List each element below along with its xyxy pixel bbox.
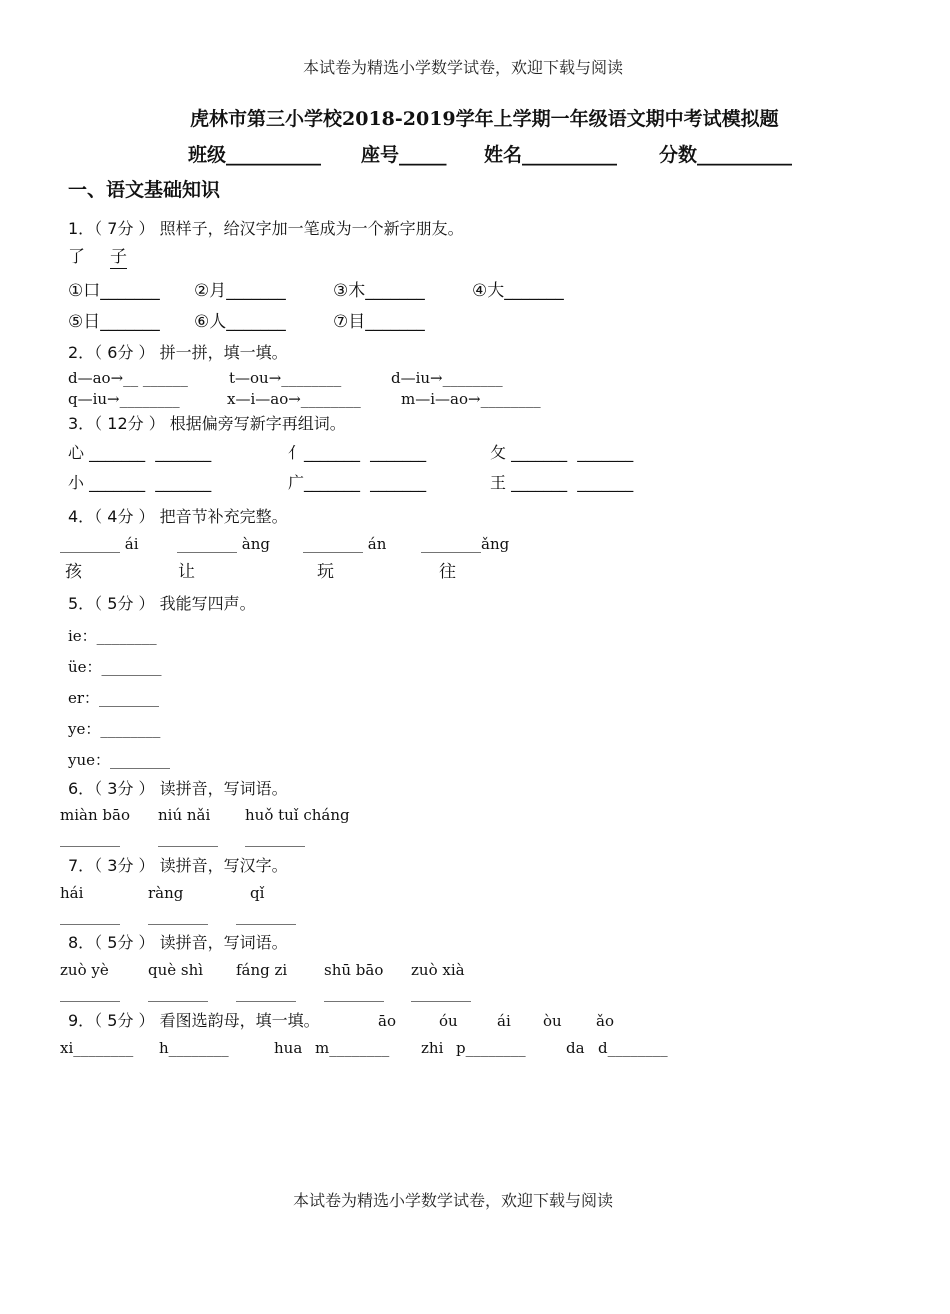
question-3-heading: 3．（ 12分 ） 根据偏旁写新字再组词。 bbox=[68, 414, 346, 433]
q5-line: ye：________ bbox=[68, 720, 161, 738]
q4-pinyin: ________ án bbox=[303, 535, 387, 553]
section-heading: 一、语文基础知识 bbox=[68, 179, 221, 201]
q6-blank: ________ bbox=[158, 829, 218, 847]
question-7-heading: 7．（ 3分 ） 读拼音，写汉字。 bbox=[68, 856, 288, 875]
q4-char: 往 bbox=[439, 562, 456, 582]
q1-item: ⑦目_______ bbox=[333, 312, 425, 332]
page-title: 虎林市第三小学校2018-2019学年上学期一年级语文期中考试模拟题 bbox=[190, 108, 779, 130]
q6-pinyin: miàn bāo bbox=[60, 806, 130, 824]
q4-char: 孩 bbox=[65, 562, 82, 582]
q9-option: ái bbox=[497, 1012, 511, 1030]
q8-blank: ________ bbox=[411, 984, 471, 1002]
q9-item: zhi bbox=[421, 1039, 444, 1057]
q3-item: 攵 _______ _______ bbox=[490, 443, 634, 462]
question-1-heading: 1．（ 7分 ） 照样子，给汉字加一笔成为一个新字朋友。 bbox=[68, 219, 464, 238]
q7-blank: ________ bbox=[148, 907, 208, 925]
q8-pinyin: zuò xià bbox=[411, 961, 465, 979]
q6-blank: ________ bbox=[60, 829, 120, 847]
q9-item: p________ bbox=[456, 1039, 526, 1057]
question-9-heading: 9．（ 5分 ） 看图选韵母，填一填。 bbox=[68, 1011, 320, 1030]
q2-item: x—i—ao→________ bbox=[227, 390, 361, 408]
q9-item: xi________ bbox=[60, 1039, 134, 1057]
q9-item: hua bbox=[274, 1039, 303, 1057]
score-field: 分数__________ bbox=[659, 144, 793, 166]
q9-option: ǎo bbox=[596, 1012, 614, 1030]
q7-blank: ________ bbox=[60, 907, 120, 925]
q7-pinyin: qǐ bbox=[250, 884, 265, 902]
q2-item: d—iu→________ bbox=[391, 369, 503, 387]
q4-char: 玩 bbox=[317, 562, 334, 582]
q1-item: ④大_______ bbox=[472, 281, 564, 301]
q8-blank: ________ bbox=[60, 984, 120, 1002]
q1-item: ③木_______ bbox=[333, 281, 425, 301]
q2-item: t—ou→________ bbox=[229, 369, 342, 387]
q9-item: d________ bbox=[598, 1039, 668, 1057]
seat-field: 座号_____ bbox=[361, 144, 447, 166]
q7-pinyin: ràng bbox=[148, 884, 184, 902]
name-field: 姓名__________ bbox=[484, 144, 618, 166]
q5-line: üe：________ bbox=[68, 658, 162, 676]
q8-blank: ________ bbox=[236, 984, 296, 1002]
q1-item: ⑥人_______ bbox=[194, 312, 286, 332]
question-5-heading: 5．（ 5分 ） 我能写四声。 bbox=[68, 594, 256, 613]
q8-pinyin: fáng zi bbox=[236, 961, 288, 979]
q6-pinyin: huǒ tuǐ cháng bbox=[245, 806, 350, 824]
q4-pinyin: ________ àng bbox=[177, 535, 270, 553]
q8-blank: ________ bbox=[148, 984, 208, 1002]
q6-blank: ________ bbox=[245, 829, 305, 847]
q9-option: óu bbox=[439, 1012, 458, 1030]
q4-char: 让 bbox=[178, 562, 195, 582]
q2-item: m—i—ao→________ bbox=[401, 390, 541, 408]
question-4-heading: 4．（ 4分 ） 把音节补充完整。 bbox=[68, 507, 288, 526]
q8-pinyin: zuò yè bbox=[60, 961, 109, 979]
question-8-heading: 8．（ 5分 ） 读拼音，写词语。 bbox=[68, 933, 288, 952]
q9-item: m________ bbox=[315, 1039, 390, 1057]
q1-example-answer: 子 bbox=[110, 247, 127, 267]
q4-pinyin: ________ ái bbox=[60, 535, 139, 553]
q1-item: ⑤日_______ bbox=[68, 312, 160, 332]
class-field: 班级__________ bbox=[188, 144, 322, 166]
q7-pinyin: hái bbox=[60, 884, 84, 902]
q2-item: q—iu→________ bbox=[68, 390, 180, 408]
q5-line: yue：________ bbox=[68, 751, 171, 769]
question-6-heading: 6．（ 3分 ） 读拼音，写词语。 bbox=[68, 779, 288, 798]
q1-item: ①口_______ bbox=[68, 281, 160, 301]
q3-item: 亻_______ _______ bbox=[288, 443, 427, 462]
q9-option: òu bbox=[543, 1012, 562, 1030]
q8-blank: ________ bbox=[324, 984, 384, 1002]
q5-line: er：________ bbox=[68, 689, 160, 707]
q3-item: 小 _______ _______ bbox=[68, 473, 212, 492]
q1-item: ②月_______ bbox=[194, 281, 286, 301]
q8-pinyin: què shì bbox=[148, 961, 204, 979]
q3-item: 广_______ _______ bbox=[288, 473, 427, 492]
q9-item: da bbox=[566, 1039, 585, 1057]
q7-blank: ________ bbox=[236, 907, 296, 925]
header-banner: 本试卷为精选小学数学试卷，欢迎下载与阅读 bbox=[303, 58, 624, 77]
footer-banner: 本试卷为精选小学数学试卷，欢迎下载与阅读 bbox=[293, 1191, 614, 1210]
q2-item: d—ao→__ ______ bbox=[68, 369, 188, 387]
q9-option: āo bbox=[378, 1012, 396, 1030]
question-2-heading: 2．（ 6分 ） 拼一拼，填一填。 bbox=[68, 343, 288, 362]
q3-item: 心 _______ _______ bbox=[68, 443, 212, 462]
q5-line: ie：________ bbox=[68, 627, 157, 645]
q4-pinyin: ________ǎng bbox=[421, 535, 510, 553]
q6-pinyin: niú nǎi bbox=[158, 806, 211, 824]
q1-example-char: 了 bbox=[68, 247, 85, 267]
q3-item: 王 _______ _______ bbox=[490, 473, 634, 492]
q9-item: h________ bbox=[159, 1039, 229, 1057]
q8-pinyin: shū bāo bbox=[324, 961, 384, 979]
